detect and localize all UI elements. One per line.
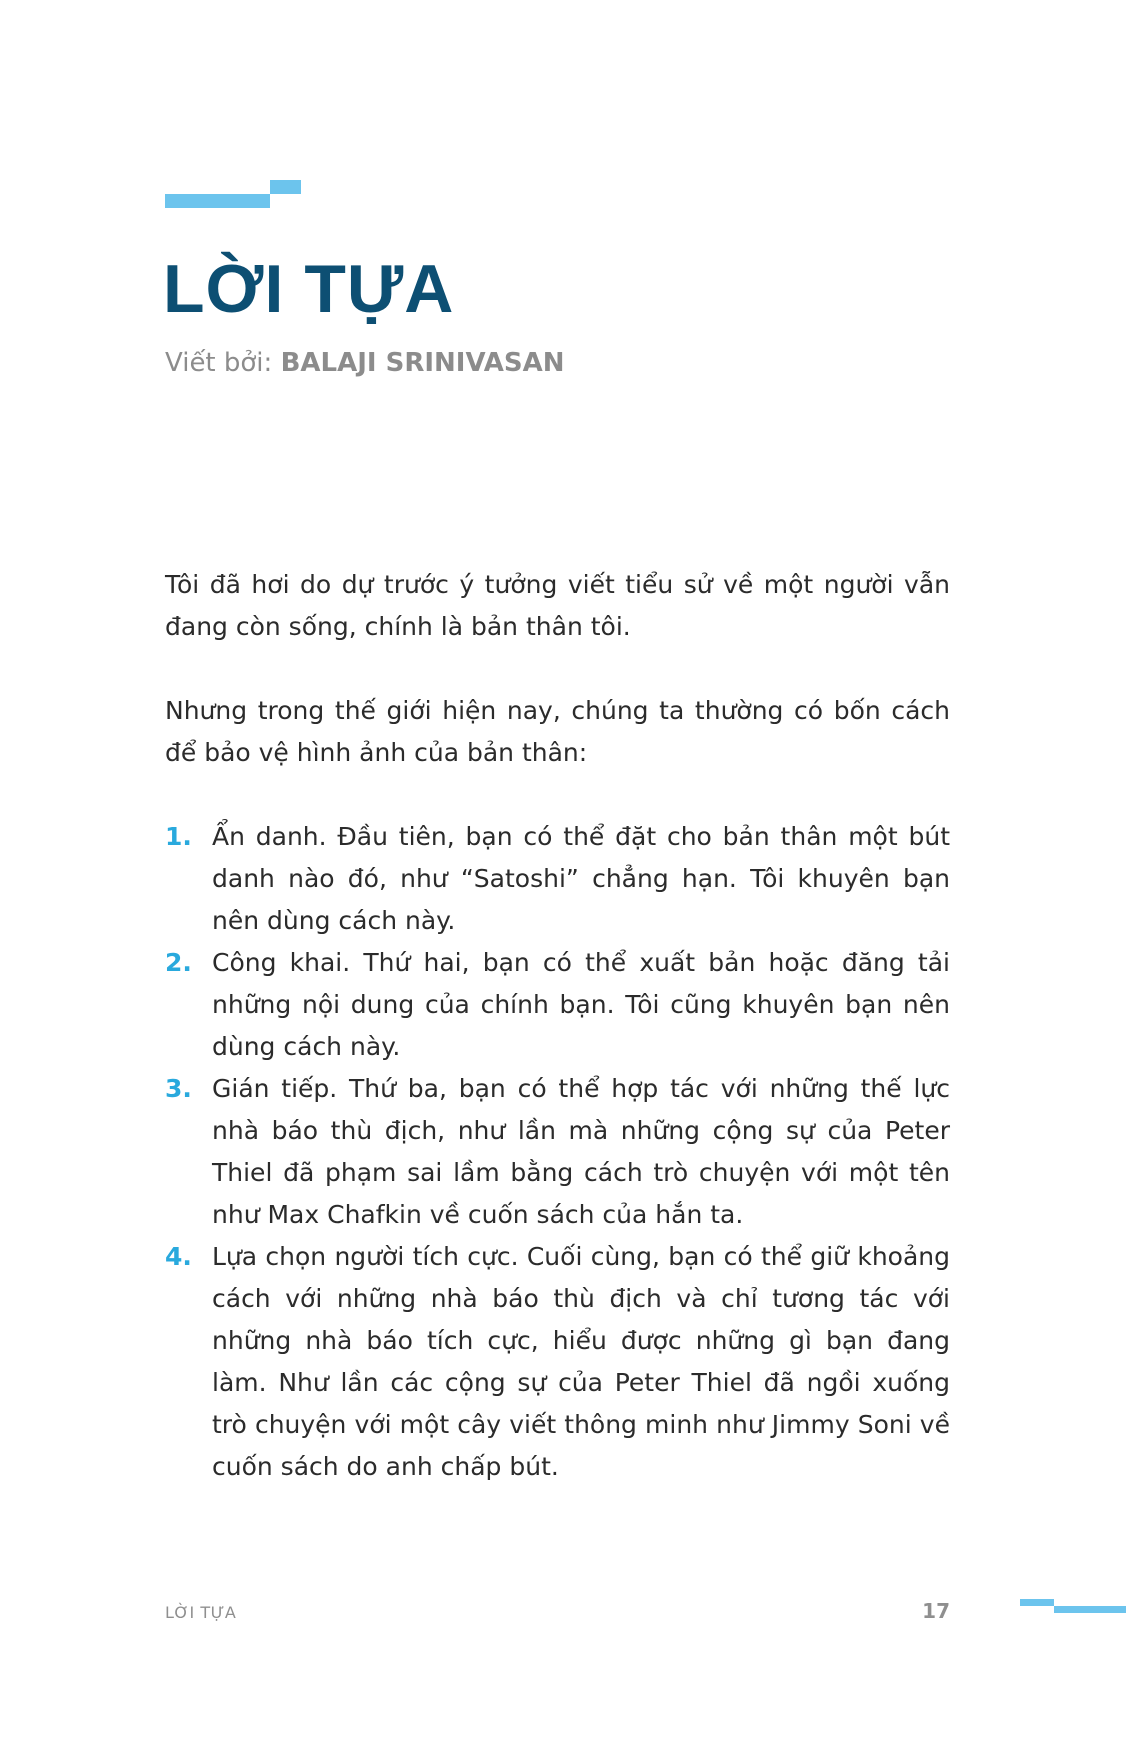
top-accent-decoration <box>165 180 301 208</box>
byline-prefix: Viết bởi: <box>165 348 273 378</box>
list-item-number: 2. <box>165 948 192 977</box>
body-content <box>165 564 950 1488</box>
list-item-number: 4. <box>165 1242 192 1271</box>
list-item-text: Ẩn danh. Đầu tiên, bạn có thể đặt cho bản thân một bút danh nào đó, như “Satoshi” chẳng hạn. Tôi khuyên bạn nên dùng cách này. <box>212 822 950 935</box>
accent-bar-lower <box>1054 1606 1126 1613</box>
list-item-text: Công khai. Thứ hai, bạn có thể xuất bản hoặc đăng tải những nội dung của chính bạn. Tôi cũng khuyên bạn nên dùng cách này. <box>212 948 950 1061</box>
list-item <box>165 942 950 1068</box>
numbered-list <box>165 816 950 1488</box>
list-item <box>165 816 950 942</box>
accent-bar-upper <box>1020 1599 1054 1606</box>
list-item-text: Gián tiếp. Thứ ba, bạn có thể hợp tác với những thế lực nhà báo thù địch, như lần mà những cộng sự của Peter Thiel đã phạm sai lầm bằng cách trò chuyện với một tên như Max Chafkin về cuốn sách của hắn ta. <box>212 1074 950 1229</box>
page-number: 17 <box>922 1599 950 1623</box>
list-item-text: Lựa chọn người tích cực. Cuối cùng, bạn có thể giữ khoảng cách với những nhà báo thù địch và chỉ tương tác với những nhà báo tích cực, hiểu được những gì bạn đang làm. Như lần các cộng sự của Peter Thiel đã ngồi xuống trò chuyện với một cây viết thông minh như Jimmy Soni về cuốn sách do anh chấp bút. <box>212 1242 950 1481</box>
list-item-number: 3. <box>165 1074 192 1103</box>
bottom-accent-decoration <box>1020 1599 1126 1613</box>
paragraph: Tôi đã hơi do dự trước ý tưởng viết tiểu sử về một người vẫn đang còn sống, chính là bản thân tôi. <box>165 570 950 641</box>
accent-bar-lower <box>165 194 270 208</box>
list-item <box>165 1068 950 1236</box>
list-item-number: 1. <box>165 822 192 851</box>
list-item <box>165 1236 950 1488</box>
footer-section-label: LỜI TỰA <box>165 1603 237 1622</box>
page-title: LỜI TỰA <box>163 251 455 327</box>
paragraph: Nhưng trong thế giới hiện nay, chúng ta thường có bốn cách để bảo vệ hình ảnh của bản thân: <box>165 696 950 767</box>
accent-bar-upper <box>270 180 301 194</box>
author-name: BALAJI SRINIVASAN <box>280 348 565 378</box>
byline <box>165 348 565 378</box>
